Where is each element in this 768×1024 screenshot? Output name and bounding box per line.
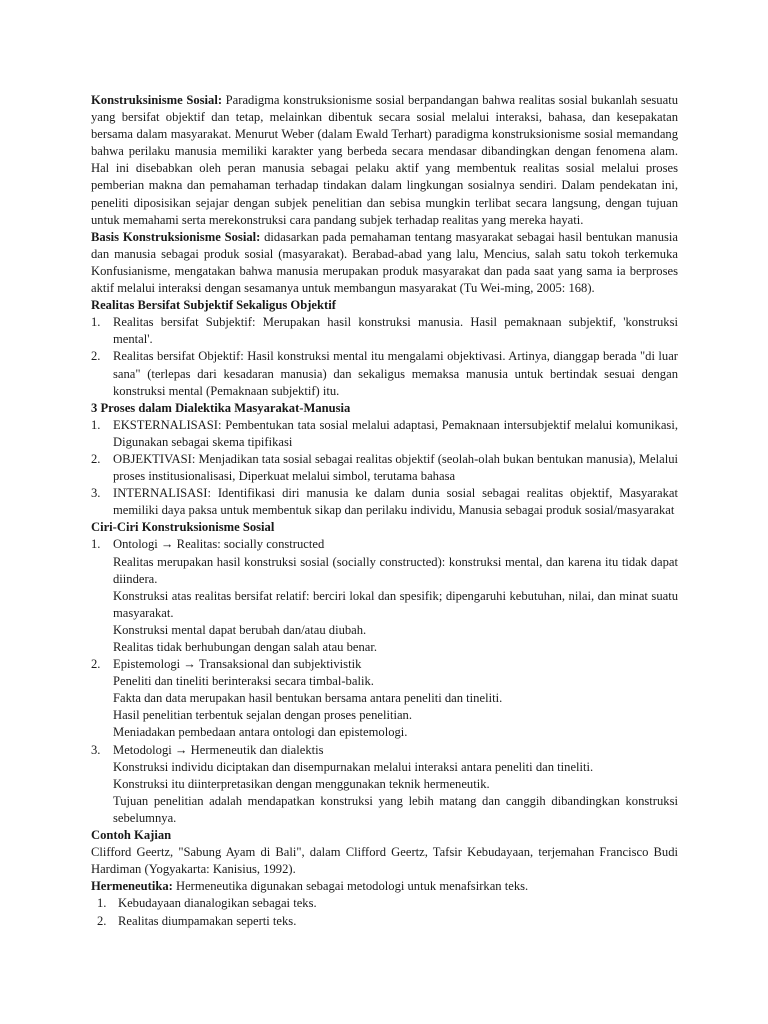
list-number: 1. bbox=[91, 315, 101, 330]
list-number: 3. bbox=[91, 742, 101, 757]
basis-label: Basis Konstruksionisme Sosial: bbox=[91, 229, 261, 244]
list-item bbox=[91, 913, 678, 930]
list-item bbox=[91, 742, 678, 827]
hermeneutika-paragraph bbox=[91, 878, 678, 895]
list-item-text: Realitas diumpamakan seperti teks. bbox=[118, 913, 297, 928]
list-item-text: EKSTERNALISASI: Pembentukan tata sosial melalui adaptasi, Pemaknaan intersubjektif melalui komunikasi, Digunakan sebagai skema tipifikasi bbox=[113, 417, 678, 449]
hermeneutika-label: Hermeneutika: bbox=[91, 879, 173, 894]
list-item bbox=[91, 656, 678, 741]
konstruksinisme-paragraph bbox=[91, 92, 678, 229]
sub-point: Konstruksi atas realitas bersifat relatif: berciri lokal dan spesifik; dipengaruhi kebutuhan, nilai, dan minat suatu masyarakat. bbox=[113, 588, 678, 620]
basis-paragraph bbox=[91, 229, 678, 297]
sub-point: Konstruksi individu diciptakan dan disempurnakan melalui interaksi antara peneliti dan tineliti. bbox=[113, 759, 594, 774]
sub-point: Realitas merupakan hasil konstruksi sosial (socially constructed): konstruksi mental, dan karena itu tidak dapat diindera. bbox=[113, 554, 678, 586]
list-item bbox=[91, 348, 678, 399]
list-number: 2. bbox=[91, 451, 101, 466]
proses-heading: 3 Proses dalam Dialektika Masyarakat-Manusia bbox=[91, 400, 351, 415]
list-number: 2. bbox=[91, 657, 101, 672]
konstruksinisme-text: Paradigma konstruksionisme sosial berpandangan bahwa realitas sosial bukanlah sesuatu yang bersifat objektif dan tetap, melainkan dibentuk secara sosial melalui interaksi, bahasa, dan kesepakatan bersama dalam masyarakat. Menurut Weber (dalam Ewald Terhart) paradigma konstruksionisme sosial memandang bahwa perilaku manusia memiliki karakter yang berbeda secara mendasar dibandingkan dengan fenomena alam. Hal ini disebabkan oleh peran manusia sebagai pelaku aktif yang membentuk realitas sosial melalui proses pemberian makna dan pemahaman terhadap tindakan dalam lingkungan sosialnya sendiri. Dalam pendekatan ini, peneliti diposisikan sejajar dengan subjek penelitian dan sebisa mungkin terlibat secara langsung, dengan tujuan untuk memahami serta merekonstruksi cara pandang subjek terhadap realitas yang mereka hayati. bbox=[91, 93, 678, 227]
list-item-title: Metodologi → Hermeneutik dan dialektis bbox=[113, 742, 324, 757]
list-item-text: Kebudayaan dianalogikan sebagai teks. bbox=[118, 896, 317, 911]
list-number: 1. bbox=[97, 896, 107, 911]
hermeneutika-text: Hermeneutika digunakan sebagai metodologi untuk menafsirkan teks. bbox=[172, 879, 529, 894]
sub-point: Tujuan penelitian adalah mendapatkan konstruksi yang lebih matang dan canggih dibandingkan konstruksi sebelumnya. bbox=[113, 793, 678, 825]
list-item-text: Realitas bersifat Subjektif: Merupakan hasil konstruksi manusia. Hasil pemaknaan subjektif, 'konstruksi mental'. bbox=[113, 315, 678, 347]
list-item bbox=[91, 536, 678, 656]
list-item bbox=[91, 417, 678, 451]
konstruksinisme-label: Konstruksinisme Sosial: bbox=[91, 93, 223, 107]
list-number: 3. bbox=[91, 486, 101, 501]
ciri-list bbox=[91, 536, 678, 827]
list-item bbox=[91, 485, 678, 519]
sub-point: Fakta dan data merupakan hasil bentukan bersama antara peneliti dan tineliti. bbox=[113, 691, 503, 706]
ciri-heading: Ciri-Ciri Konstruksionisme Sosial bbox=[91, 520, 275, 535]
sub-point: Konstruksi itu diinterpretasikan dengan menggunakan teknik hermeneutik. bbox=[113, 776, 490, 791]
list-item-text: INTERNALISASI: Identifikasi diri manusia ke dalam dunia sosial sebagai realitas objektif, Masyarakat memiliki daya paksa untuk membentuk sikap dan perilaku individu, Manusia sebagai produk sosial/masyarakat bbox=[113, 486, 678, 518]
list-item-text: Realitas bersifat Objektif: Hasil konstruksi mental itu mengalami objektivasi. Artinya, dianggap berada "di luar sana" (terlepas dari kesadaran manusia) dan sekaligus memaksa manusia untuk bertindak sesuai dengan konstruksi mental (Pemaknaan subjektif) itu. bbox=[113, 349, 678, 398]
list-item-title: Epistemologi → Transaksional dan subjektivistik bbox=[113, 657, 362, 672]
list-item bbox=[91, 895, 678, 912]
list-number: 1. bbox=[91, 417, 101, 432]
basis-text: didasarkan pada pemahaman tentang masyarakat sebagai hasil bentukan manusia dan manusia sebagai produk sosial (masyarakat). Berabad-abad yang lalu, Mencius, salah satu tokoh terkemuka Konfusianisme, mengatakan bahwa manusia merupakan produk masyarakat dan pada saat yang sama ia berproses aktif melalui interaksi dengan sesamanya untuk membangun masyarakat (Tu Wei-ming, 2005: 168). bbox=[91, 229, 678, 296]
list-number: 1. bbox=[91, 537, 101, 552]
sub-point: Hasil penelitian terbentuk sejalan dengan proses penelitian. bbox=[113, 708, 413, 723]
list-item bbox=[91, 451, 678, 485]
list-item-title: Ontologi → Realitas: socially constructed bbox=[113, 537, 325, 552]
sub-point: Konstruksi mental dapat berubah dan/atau diubah. bbox=[113, 622, 367, 637]
contoh-heading: Contoh Kajian bbox=[91, 828, 172, 843]
realitas-list bbox=[91, 314, 678, 399]
sub-point: Realitas tidak berhubungan dengan salah atau benar. bbox=[113, 640, 378, 654]
list-number: 2. bbox=[97, 913, 107, 928]
sub-point: Peneliti dan tineliti berinteraksi secara timbal-balik. bbox=[113, 674, 374, 689]
hermeneutika-list bbox=[91, 895, 678, 929]
list-number: 2. bbox=[91, 349, 101, 364]
contoh-text: Clifford Geertz, "Sabung Ayam di Bali", dalam Clifford Geertz, Tafsir Kebudayaan, terjemahan Francisco Budi Hardiman (Yogyakarta: Kanisius, 1992). bbox=[91, 845, 678, 877]
sub-point: Meniadakan pembedaan antara ontologi dan epistemologi. bbox=[113, 725, 408, 740]
list-item bbox=[91, 314, 678, 348]
proses-list bbox=[91, 417, 678, 520]
list-item-text: OBJEKTIVASI: Menjadikan tata sosial sebagai realitas objektif (seolah-olah bukan bentukan manusia), Melalui proses institusionalisasi, Diperkuat melalui simbol, terutama bahasa bbox=[113, 451, 678, 484]
realitas-heading: Realitas Bersifat Subjektif Sekaligus Objektif bbox=[91, 298, 336, 313]
